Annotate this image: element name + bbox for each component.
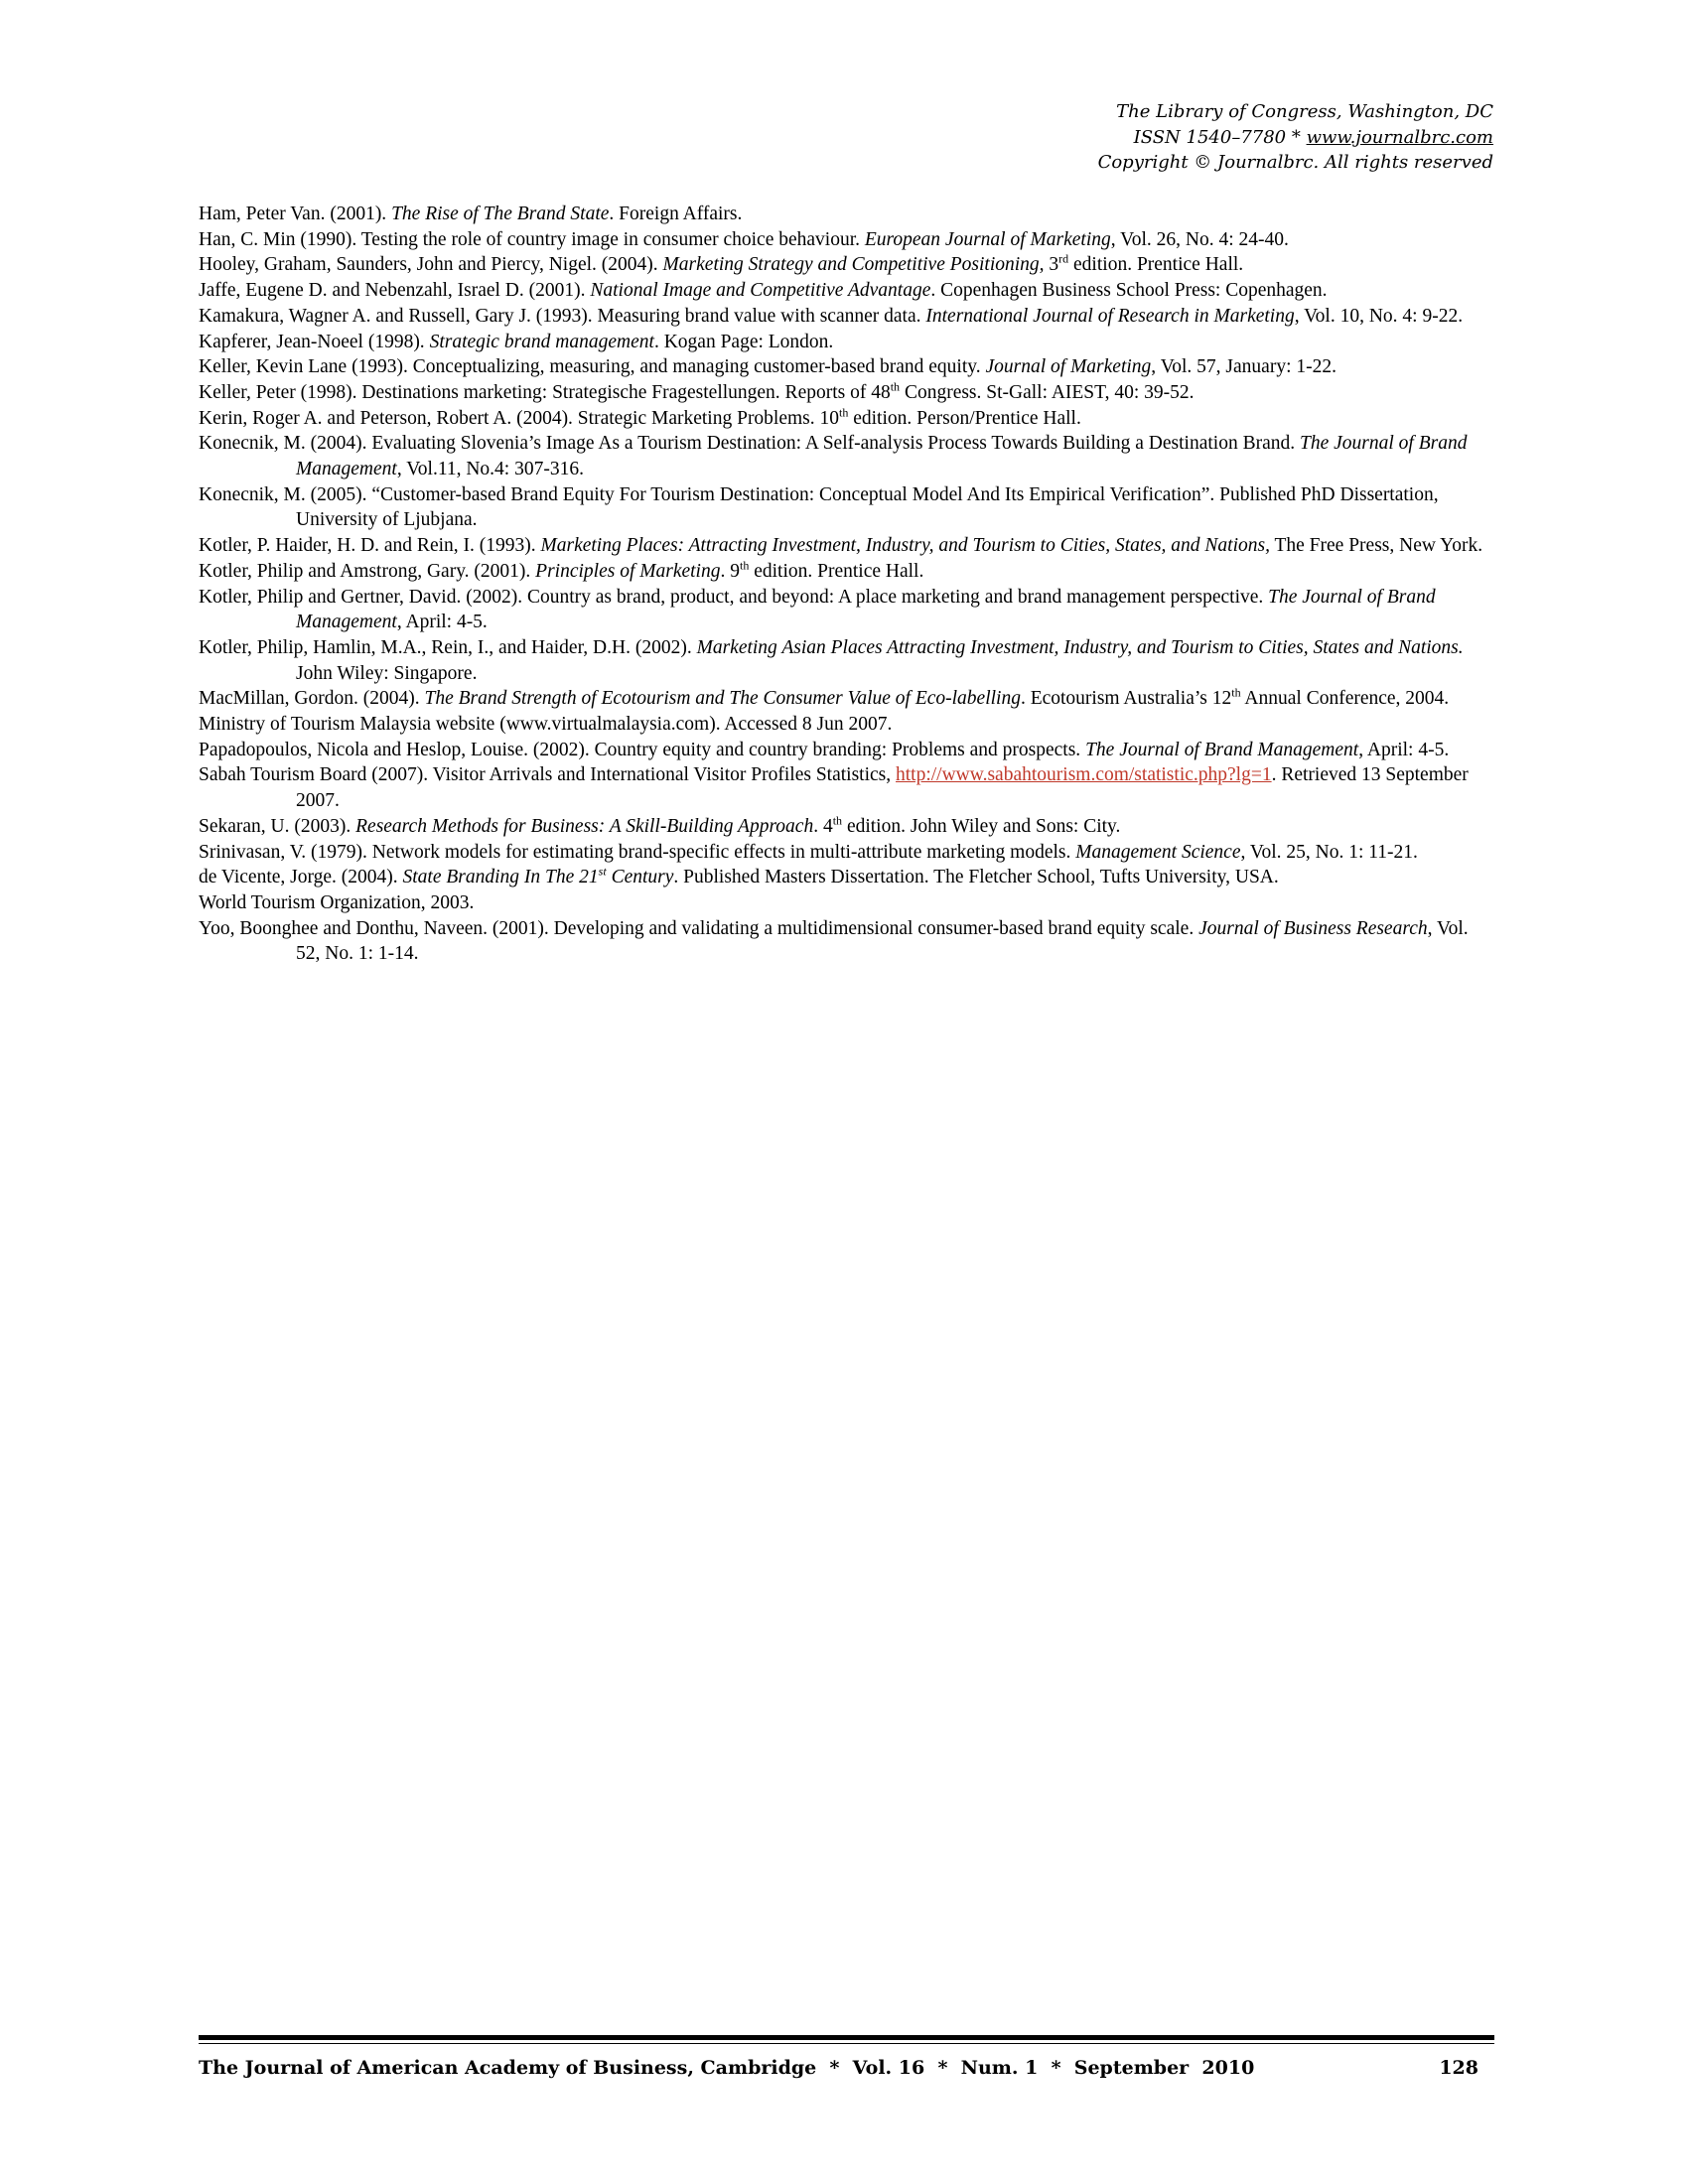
- reference-kotler-hamlin-2002: Kotler, Philip, Hamlin, M.A., Rein, I., and Haider, D.H. (2002). Marketing Asian Places Attracting Investment, Industry, and Tourism to Cities, States and Nations. John Wiley: Singapore.: [199, 636, 1464, 684]
- running-header: [798, 99, 1493, 176]
- footer-journal-citation: The Journal of American Academy of Business, Cambridge * Vol. 16 * Num. 1 * September 2010: [199, 2057, 1255, 2079]
- reference-world-tourism-2003: World Tourism Organization, 2003.: [199, 891, 475, 913]
- reference-kerin-2004: Kerin, Roger A. and Peterson, Robert A. (2004). Strategic Marketing Problems. 10th edition. Person/Prentice Hall.: [199, 405, 1081, 429]
- reference-sekaran-2003: Sekaran, U. (2003). Research Methods for Business: A Skill-Building Approach. 4th edition. John Wiley and Sons: City.: [199, 813, 1121, 837]
- header-url-link[interactable]: www.journalbrc.com: [1306, 126, 1493, 148]
- page-number: 128: [1439, 2057, 1478, 2079]
- reference-jaffe-2001: Jaffe, Eugene D. and Nebenzahl, Israel D. (2001). National Image and Competitive Advantage. Copenhagen Business School Press: Copenhagen.: [199, 280, 1328, 302]
- reference-yoo-2001: Yoo, Boonghee and Donthu, Naveen. (2001). Developing and validating a multidimensional consumer-based brand equity scale. Journal of Business Research, Vol. 52, No. 1: 1-14.: [199, 917, 1469, 965]
- reference-de-vicente-2004: de Vicente, Jorge. (2004). State Branding In The 21st Century. Published Masters Dissertation. The Fletcher School, Tufts University, USA.: [199, 864, 1279, 888]
- sabah-statistics-link[interactable]: http://www.sabahtourism.com/statistic.php?lg=1: [896, 764, 1272, 786]
- header-separator: *: [1286, 126, 1307, 148]
- header-issn-line: [798, 125, 1493, 151]
- reference-ham-2001: Ham, Peter Van. (2001). The Rise of The Brand State. Foreign Affairs.: [199, 204, 743, 224]
- reference-konecnik-2004: Konecnik, M. (2004). Evaluating Slovenia’s Image As a Tourism Destination: A Self-analysis Process Towards Building a Destination Brand. The Journal of Brand Management, Vol.11, No.4: 307-316.: [199, 433, 1468, 480]
- reference-kamakura-1993: Kamakura, Wagner A. and Russell, Gary J. (1993). Measuring brand value with scanner data. International Journal of Research in Marketing, Vol. 10, No. 4: 9-22.: [199, 305, 1464, 327]
- reference-konecnik-2005: Konecnik, M. (2005). “Customer-based Brand Equity For Tourism Destination: Conceptual Model And Its Empirical Verification”. Published PhD Dissertation, University of Ljubjana.: [199, 483, 1439, 531]
- reference-kapferer-1998: Kapferer, Jean-Noeel (1998). Strategic brand management. Kogan Page: London.: [199, 331, 834, 352]
- header-library: The Library of Congress, Washington, DC: [1116, 101, 1493, 122]
- footer-rule-thin: [199, 2043, 1494, 2044]
- reference-hooley-2004: Hooley, Graham, Saunders, John and Piercy, Nigel. (2004). Marketing Strategy and Competitive Positioning, 3rd edition. Prentice Hall.: [199, 251, 1244, 276]
- footer-rule-thick: [199, 2035, 1494, 2040]
- reference-ministry-tourism-malaysia: Ministry of Tourism Malaysia website (www.virtualmalaysia.com). Accessed 8 Jun 2007.: [199, 714, 893, 736]
- reference-keller-1993: Keller, Kevin Lane (1993). Conceptualizing, measuring, and managing customer-based brand equity. Journal of Marketing, Vol. 57, January: 1-22.: [199, 356, 1336, 378]
- header-issn: ISSN 1540–7780: [1133, 126, 1287, 148]
- reference-macmillan-2004: MacMillan, Gordon. (2004). The Brand Strength of Ecotourism and The Consumer Value of Eco-labelling. Ecotourism Australia’s 12th Annual Conference, 2004.: [199, 685, 1450, 710]
- reference-kotler-amstrong-2001: Kotler, Philip and Amstrong, Gary. (2001). Principles of Marketing. 9th edition. Prentice Hall.: [199, 558, 924, 582]
- reference-list: [199, 202, 1494, 967]
- reference-sabah-tourism-2007: Sabah Tourism Board (2007). Visitor Arrivals and International Visitor Profiles Statistics, http://www.sabahtourism.com/statistic.php?lg=1. Retrieved 13 September 2007.: [199, 764, 1469, 812]
- reference-papadopoulos-2002: Papadopoulos, Nicola and Heslop, Louise. (2002). Country equity and country branding: Problems and prospects. The Journal of Brand Management, April: 4-5.: [199, 739, 1450, 760]
- reference-srinivasan-1979: Srinivasan, V. (1979). Network models for estimating brand-specific effects in multi-attribute marketing models. Management Science, Vol. 25, No. 1: 11-21.: [199, 841, 1418, 863]
- page-footer: [199, 2057, 1494, 2087]
- header-copyright: Copyright © Journalbrc. All rights reserved: [1097, 152, 1493, 173]
- reference-han-1990: Han, C. Min (1990). Testing the role of country image in consumer choice behaviour. European Journal of Marketing, Vol. 26, No. 4: 24-40.: [199, 228, 1289, 250]
- reference-kotler-gertner-2002: Kotler, Philip and Gertner, David. (2002). Country as brand, product, and beyond: A place marketing and brand management perspective. The Journal of Brand Management, April: 4-5.: [199, 586, 1436, 633]
- reference-kotler-1993: Kotler, P. Haider, H. D. and Rein, I. (1993). Marketing Places: Attracting Investment, Industry, and Tourism to Cities, States, and Nations, The Free Press, New York.: [199, 535, 1483, 557]
- reference-keller-1998: Keller, Peter (1998). Destinations marketing: Strategische Fragestellungen. Reports of 48th Congress. St-Gall: AIEST, 40: 39-52.: [199, 379, 1195, 403]
